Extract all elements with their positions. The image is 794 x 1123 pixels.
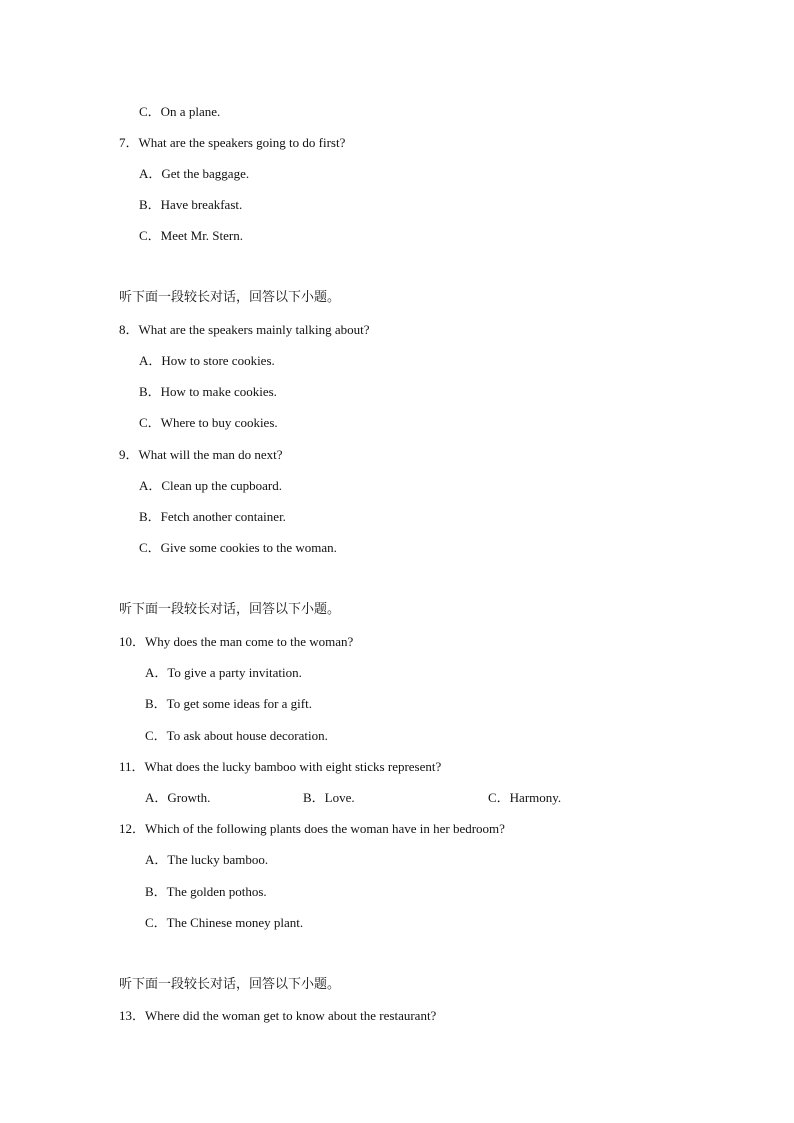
q12-option-b: B．The golden pothos. xyxy=(145,884,267,899)
section-instruction: 听下面一段较长对话，回答以下小题。 xyxy=(119,602,341,617)
section-instruction: 听下面一段较长对话，回答以下小题。 xyxy=(119,290,341,305)
question-10: 10．Why does the man come to the woman? xyxy=(119,634,354,649)
section-instruction: 听下面一段较长对话，回答以下小题。 xyxy=(119,977,341,992)
q12-option-a: A．The lucky bamboo. xyxy=(145,852,269,867)
q11-option-c: C．Harmony. xyxy=(488,790,562,805)
q11-option-a: A．Growth. xyxy=(145,790,211,805)
q8-option-b: B．How to make cookies. xyxy=(139,384,277,399)
q10-option-b: B．To get some ideas for a gift. xyxy=(145,696,312,711)
question-12: 12．Which of the following plants does the woman have in her bedroom? xyxy=(119,821,505,836)
question-11: 11．What does the lucky bamboo with eight sticks represent? xyxy=(119,759,442,774)
q9-option-c: C．Give some cookies to the woman. xyxy=(139,540,337,555)
q9-option-a: A．Clean up the cupboard. xyxy=(139,478,282,493)
q10-option-c: C．To ask about house decoration. xyxy=(145,728,328,743)
q7-option-c: C．Meet Mr. Stern. xyxy=(139,228,243,243)
q7-option-a: A．Get the baggage. xyxy=(139,166,250,181)
q7-option-b: B．Have breakfast. xyxy=(139,197,243,212)
q6-option-c: C．On a plane. xyxy=(139,104,221,119)
question-8: 8．What are the speakers mainly talking about? xyxy=(119,322,370,337)
q10-option-a: A．To give a party invitation. xyxy=(145,665,302,680)
q8-option-c: C．Where to buy cookies. xyxy=(139,415,278,430)
q11-option-b: B．Love. xyxy=(303,790,355,805)
question-7: 7．What are the speakers going to do first? xyxy=(119,135,346,150)
q12-option-c: C．The Chinese money plant. xyxy=(145,915,304,930)
q9-option-b: B．Fetch another container. xyxy=(139,509,286,524)
q8-option-a: A．How to store cookies. xyxy=(139,353,275,368)
question-9: 9．What will the man do next? xyxy=(119,447,283,462)
question-13: 13．Where did the woman get to know about the restaurant? xyxy=(119,1008,437,1023)
